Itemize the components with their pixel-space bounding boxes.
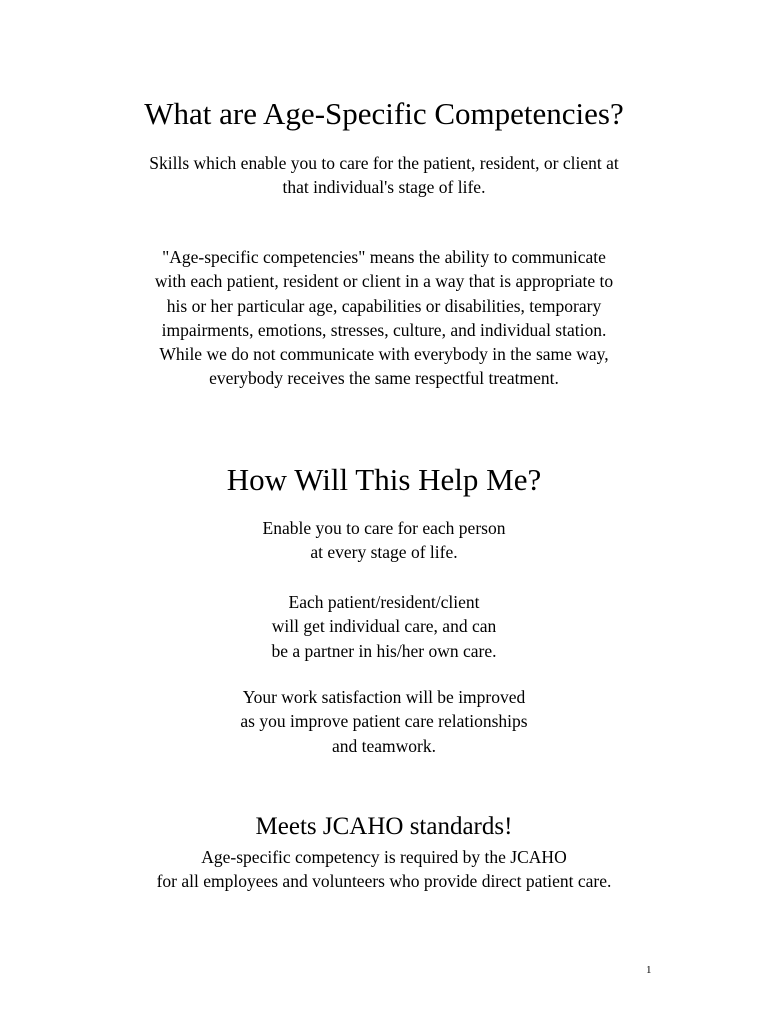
section2-benefit-line: Your work satisfaction will be improved (242, 687, 526, 707)
section1-explanation-line: with each patient, resident or client in a way that is appropriate to (154, 271, 614, 292)
section3-body-line: Age-specific competency is required by the JCAHO (201, 847, 567, 867)
section1-definition-line: that individual's stage of life. (282, 177, 486, 198)
section2-benefit-line: and teamwork. (332, 735, 436, 756)
section1-heading-text: What are Age-Specific Competencies? (144, 96, 624, 131)
section2-benefit-2 (0, 590, 768, 663)
section2-benefit-line: be a partner in his/her own care. (271, 640, 497, 661)
section1-explanation-line: "Age-specific competencies" means the ability to communicate (162, 247, 606, 267)
section2-benefit-line: Each patient/resident/client (288, 592, 480, 612)
section2-heading-text: How Will This Help Me? (226, 462, 542, 497)
section1-explanation (0, 245, 768, 391)
section2-heading (0, 462, 768, 498)
section1-explanation-line: impairments, emotions, stresses, culture, and individual station. (161, 319, 607, 340)
section3-body-line: for all employees and volunteers who provide direct patient care. (156, 871, 612, 892)
section3-heading-text: Meets JCAHO standards! (255, 813, 513, 840)
section2-benefit-line: will get individual care, and can (271, 616, 497, 637)
section2-benefit-line: at every stage of life. (310, 542, 458, 563)
section1-definition (0, 151, 768, 200)
page-number: 1 (646, 964, 652, 976)
section2-benefit-3 (0, 685, 768, 758)
section3-heading (0, 812, 768, 842)
section2-benefit-line: Enable you to care for each person (262, 518, 506, 538)
section2-benefit-1 (0, 516, 768, 565)
section1-explanation-line: his or her particular age, capabilities or disabilities, temporary (166, 295, 602, 316)
section1-explanation-line: While we do not communicate with everybody in the same way, (159, 344, 609, 365)
section1-explanation-line: everybody receives the same respectful treatment. (209, 368, 559, 389)
section1-definition-line: Skills which enable you to care for the patient, resident, or client at (149, 153, 619, 173)
section1-heading (0, 96, 768, 132)
section2-benefit-line: as you improve patient care relationships (240, 711, 528, 732)
section3-body (0, 845, 768, 894)
